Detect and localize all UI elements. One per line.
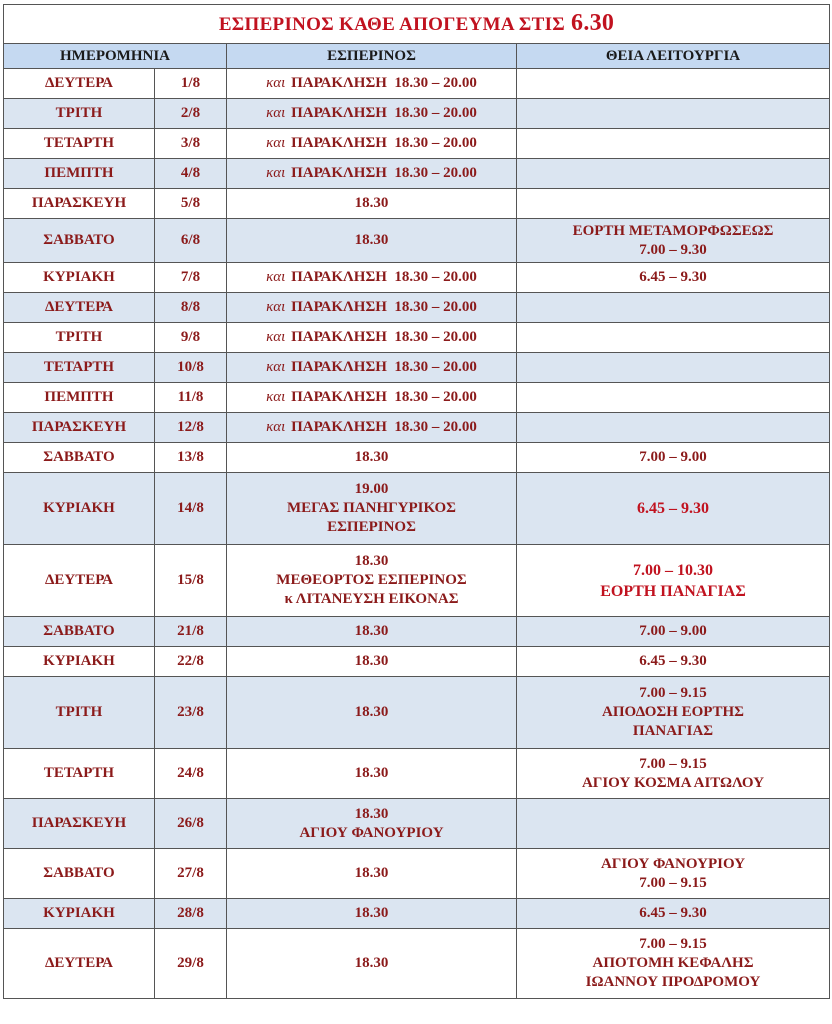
vespers-line: 19.00 — [354, 481, 389, 497]
date-cell: 4/8 — [155, 159, 227, 189]
table-row — [4, 99, 830, 129]
date-cell: 23/8 — [155, 677, 227, 749]
vespers-line: ΠΑΡΑΚΛΗΣΗ 18.30 – 20.00 — [287, 135, 477, 151]
table-row — [4, 219, 830, 263]
kai-text: και — [266, 389, 286, 405]
vespers-cell — [227, 473, 517, 545]
date-cell: 28/8 — [155, 899, 227, 929]
liturgy-line: ΑΠΟΔΟΣΗ ΕΟΡΤΗΣ — [602, 704, 744, 720]
header-vespers: ΕΣΠΕΡΙΝΟΣ — [227, 44, 517, 69]
day-cell: ΠΑΡΑΣΚΕΥΗ — [4, 799, 155, 849]
vespers-line: ΠΑΡΑΚΛΗΣΗ 18.30 – 20.00 — [287, 389, 477, 405]
table-row — [4, 799, 830, 849]
date-cell: 14/8 — [155, 473, 227, 545]
vespers-line: 18.30 — [354, 955, 389, 971]
liturgy-line: 6.45 – 9.30 — [639, 269, 707, 285]
table-row — [4, 293, 830, 323]
date-cell: 3/8 — [155, 129, 227, 159]
vespers-cell — [227, 69, 517, 99]
schedule-sheet — [3, 4, 829, 999]
vespers-line: 18.30 — [354, 865, 389, 881]
day-cell: ΔΕΥΤΕΡΑ — [4, 929, 155, 999]
liturgy-cell — [517, 99, 830, 129]
date-cell: 5/8 — [155, 189, 227, 219]
vespers-line: ΠΑΡΑΚΛΗΣΗ 18.30 – 20.00 — [287, 269, 477, 285]
table-row — [4, 129, 830, 159]
kai-text: και — [266, 269, 286, 285]
kai-text: και — [266, 75, 286, 91]
liturgy-cell — [517, 799, 830, 849]
vespers-line: ΠΑΡΑΚΛΗΣΗ 18.30 – 20.00 — [287, 165, 477, 181]
liturgy-line: ΕΟΡΤΗ ΠΑΝΑΓΙΑΣ — [600, 582, 746, 600]
vespers-line: ΠΑΡΑΚΛΗΣΗ 18.30 – 20.00 — [287, 75, 477, 91]
table-row — [4, 323, 830, 353]
kai-text: και — [266, 135, 286, 151]
day-cell: ΔΕΥΤΕΡΑ — [4, 293, 155, 323]
date-cell: 15/8 — [155, 545, 227, 617]
vespers-cell — [227, 383, 517, 413]
liturgy-line: 7.00 – 9.00 — [639, 449, 707, 465]
liturgy-cell — [517, 413, 830, 443]
day-cell: ΤΡΙΤΗ — [4, 323, 155, 353]
liturgy-cell — [517, 473, 830, 545]
table-row — [4, 443, 830, 473]
vespers-line: 18.30 — [354, 195, 389, 211]
table-row — [4, 899, 830, 929]
day-cell: ΚΥΡΙΑΚΗ — [4, 473, 155, 545]
liturgy-line: 6.45 – 9.30 — [639, 653, 707, 669]
date-cell: 22/8 — [155, 647, 227, 677]
vespers-cell — [227, 219, 517, 263]
day-cell: ΚΥΡΙΑΚΗ — [4, 899, 155, 929]
table-row — [4, 929, 830, 999]
vespers-cell — [227, 849, 517, 899]
vespers-cell — [227, 413, 517, 443]
table-title — [4, 5, 830, 44]
vespers-cell — [227, 899, 517, 929]
header-date: ΗΜΕΡΟΜΗΝΙΑ — [4, 44, 227, 69]
vespers-cell — [227, 617, 517, 647]
title-text: ΕΣΠΕΡΙΝΟΣ ΚΑΘΕ ΑΠΟΓΕΥΜΑ ΣΤΙΣ — [218, 14, 566, 35]
day-cell: ΠΕΜΠΤΗ — [4, 383, 155, 413]
table-row — [4, 413, 830, 443]
date-cell: 1/8 — [155, 69, 227, 99]
liturgy-cell — [517, 129, 830, 159]
vespers-line: 18.30 — [354, 653, 389, 669]
vespers-line: ΠΑΡΑΚΛΗΣΗ 18.30 – 20.00 — [287, 359, 477, 375]
vespers-line: ΠΑΡΑΚΛΗΣΗ 18.30 – 20.00 — [287, 329, 477, 345]
date-cell: 2/8 — [155, 99, 227, 129]
day-cell: ΤΕΤΑΡΤΗ — [4, 749, 155, 799]
vespers-cell — [227, 189, 517, 219]
day-cell: ΔΕΥΤΕΡΑ — [4, 69, 155, 99]
table-row — [4, 159, 830, 189]
vespers-cell — [227, 443, 517, 473]
day-cell: ΤΡΙΤΗ — [4, 99, 155, 129]
date-cell: 6/8 — [155, 219, 227, 263]
liturgy-cell — [517, 219, 830, 263]
liturgy-cell — [517, 189, 830, 219]
date-cell: 24/8 — [155, 749, 227, 799]
day-cell: ΣΑΒΒΑΤΟ — [4, 443, 155, 473]
liturgy-line: ΑΠΟΤΟΜΗ ΚΕΦΑΛΗΣ — [592, 955, 754, 971]
vespers-line: 18.30 — [354, 623, 389, 639]
table-row — [4, 353, 830, 383]
vespers-line: 18.30 — [354, 449, 389, 465]
liturgy-cell — [517, 69, 830, 99]
liturgy-line: 7.00 – 10.30 — [633, 561, 714, 579]
liturgy-cell — [517, 293, 830, 323]
table-row — [4, 617, 830, 647]
table-row — [4, 263, 830, 293]
vespers-line: κ ΛΙΤΑΝΕΥΣΗ ΕΙΚΟΝΑΣ — [284, 591, 459, 607]
vespers-line: ΕΣΠΕΡΙΝΟΣ — [327, 519, 416, 535]
day-cell: ΠΑΡΑΣΚΕΥΗ — [4, 189, 155, 219]
table-row — [4, 849, 830, 899]
liturgy-cell — [517, 263, 830, 293]
liturgy-cell — [517, 443, 830, 473]
vespers-line: ΠΑΡΑΚΛΗΣΗ 18.30 – 20.00 — [287, 105, 477, 121]
liturgy-line: 7.00 – 9.00 — [639, 623, 707, 639]
liturgy-line: 6.45 – 9.30 — [637, 500, 710, 517]
liturgy-line: 6.45 – 9.30 — [639, 905, 707, 921]
day-cell: ΤΕΤΑΡΤΗ — [4, 129, 155, 159]
liturgy-cell — [517, 899, 830, 929]
vespers-line: 18.30 — [354, 905, 389, 921]
table-row — [4, 69, 830, 99]
liturgy-cell — [517, 159, 830, 189]
kai-text: και — [266, 165, 286, 181]
schedule-table — [3, 4, 830, 999]
day-cell: ΠΑΡΑΣΚΕΥΗ — [4, 413, 155, 443]
liturgy-cell — [517, 749, 830, 799]
liturgy-line: 7.00 – 9.30 — [639, 241, 707, 258]
schedule-rows — [4, 69, 830, 999]
date-cell: 29/8 — [155, 929, 227, 999]
date-cell: 7/8 — [155, 263, 227, 293]
kai-text: και — [266, 359, 286, 375]
vespers-line: ΠΑΡΑΚΛΗΣΗ 18.30 – 20.00 — [287, 419, 477, 435]
day-cell: ΚΥΡΙΑΚΗ — [4, 263, 155, 293]
vespers-cell — [227, 929, 517, 999]
vespers-line: 18.30 — [354, 553, 389, 569]
liturgy-cell — [517, 617, 830, 647]
liturgy-line: 7.00 – 9.15 — [639, 874, 707, 891]
vespers-cell — [227, 647, 517, 677]
date-cell: 26/8 — [155, 799, 227, 849]
liturgy-cell — [517, 353, 830, 383]
title-time: 6.30 — [571, 10, 615, 36]
vespers-line: ΜΕΓΑΣ ΠΑΝΗΓΥΡΙΚΟΣ — [287, 500, 456, 516]
vespers-line: 18.30 — [354, 765, 389, 781]
date-cell: 12/8 — [155, 413, 227, 443]
vespers-line: ΜΕΘΕΟΡΤΟΣ ΕΣΠΕΡΙΝΟΣ — [276, 572, 467, 588]
vespers-cell — [227, 545, 517, 617]
table-row — [4, 383, 830, 413]
vespers-cell — [227, 263, 517, 293]
vespers-line: 18.30 — [354, 704, 389, 720]
vespers-cell — [227, 99, 517, 129]
day-cell: ΤΕΤΑΡΤΗ — [4, 353, 155, 383]
vespers-cell — [227, 749, 517, 799]
vespers-cell — [227, 159, 517, 189]
table-row — [4, 647, 830, 677]
vespers-line: ΑΓΙΟΥ ΦΑΝΟΥΡΙΟΥ — [299, 824, 444, 841]
day-cell: ΣΑΒΒΑΤΟ — [4, 219, 155, 263]
kai-text: και — [266, 105, 286, 121]
vespers-cell — [227, 353, 517, 383]
liturgy-line: ΑΓΙΟΥ ΚΟΣΜΑ ΑΙΤΩΛΟΥ — [581, 774, 765, 791]
liturgy-line: ΙΩΑΝΝΟΥ ΠΡΟΔΡΟΜΟΥ — [585, 974, 761, 990]
liturgy-cell — [517, 849, 830, 899]
day-cell: ΣΑΒΒΑΤΟ — [4, 849, 155, 899]
vespers-cell — [227, 799, 517, 849]
header-liturgy: ΘΕΙΑ ΛΕΙΤΟΥΡΓΙΑ — [517, 44, 830, 69]
day-cell: ΠΕΜΠΤΗ — [4, 159, 155, 189]
liturgy-line: 7.00 – 9.15 — [639, 685, 707, 701]
vespers-cell — [227, 129, 517, 159]
liturgy-cell — [517, 383, 830, 413]
liturgy-cell — [517, 647, 830, 677]
date-cell: 11/8 — [155, 383, 227, 413]
table-row — [4, 545, 830, 617]
vespers-cell — [227, 677, 517, 749]
vespers-line: ΠΑΡΑΚΛΗΣΗ 18.30 – 20.00 — [287, 299, 477, 315]
liturgy-cell — [517, 323, 830, 353]
date-cell: 8/8 — [155, 293, 227, 323]
date-cell: 10/8 — [155, 353, 227, 383]
kai-text: και — [266, 299, 286, 315]
table-row — [4, 189, 830, 219]
day-cell: ΣΑΒΒΑΤΟ — [4, 617, 155, 647]
liturgy-cell — [517, 545, 830, 617]
date-cell: 13/8 — [155, 443, 227, 473]
vespers-cell — [227, 323, 517, 353]
liturgy-line: 7.00 – 9.15 — [639, 755, 707, 772]
table-row — [4, 473, 830, 545]
liturgy-line: ΠΑΝΑΓΙΑΣ — [632, 723, 714, 739]
day-cell: ΚΥΡΙΑΚΗ — [4, 647, 155, 677]
liturgy-line: ΑΓΙΟΥ ΦΑΝΟΥΡΙΟΥ — [600, 855, 746, 872]
vespers-line: 18.30 — [354, 805, 389, 822]
kai-text: και — [266, 329, 286, 345]
liturgy-line: 7.00 – 9.15 — [639, 936, 707, 952]
day-cell: ΔΕΥΤΕΡΑ — [4, 545, 155, 617]
vespers-line: 18.30 — [354, 232, 389, 248]
date-cell: 9/8 — [155, 323, 227, 353]
kai-text: και — [266, 419, 286, 435]
day-cell: ΤΡΙΤΗ — [4, 677, 155, 749]
vespers-cell — [227, 293, 517, 323]
liturgy-cell — [517, 929, 830, 999]
date-cell: 27/8 — [155, 849, 227, 899]
liturgy-line: ΕΟΡΤΗ ΜΕΤΑΜΟΡΦΩΣΕΩΣ — [572, 222, 774, 239]
date-cell: 21/8 — [155, 617, 227, 647]
table-row — [4, 749, 830, 799]
table-row — [4, 677, 830, 749]
liturgy-cell — [517, 677, 830, 749]
